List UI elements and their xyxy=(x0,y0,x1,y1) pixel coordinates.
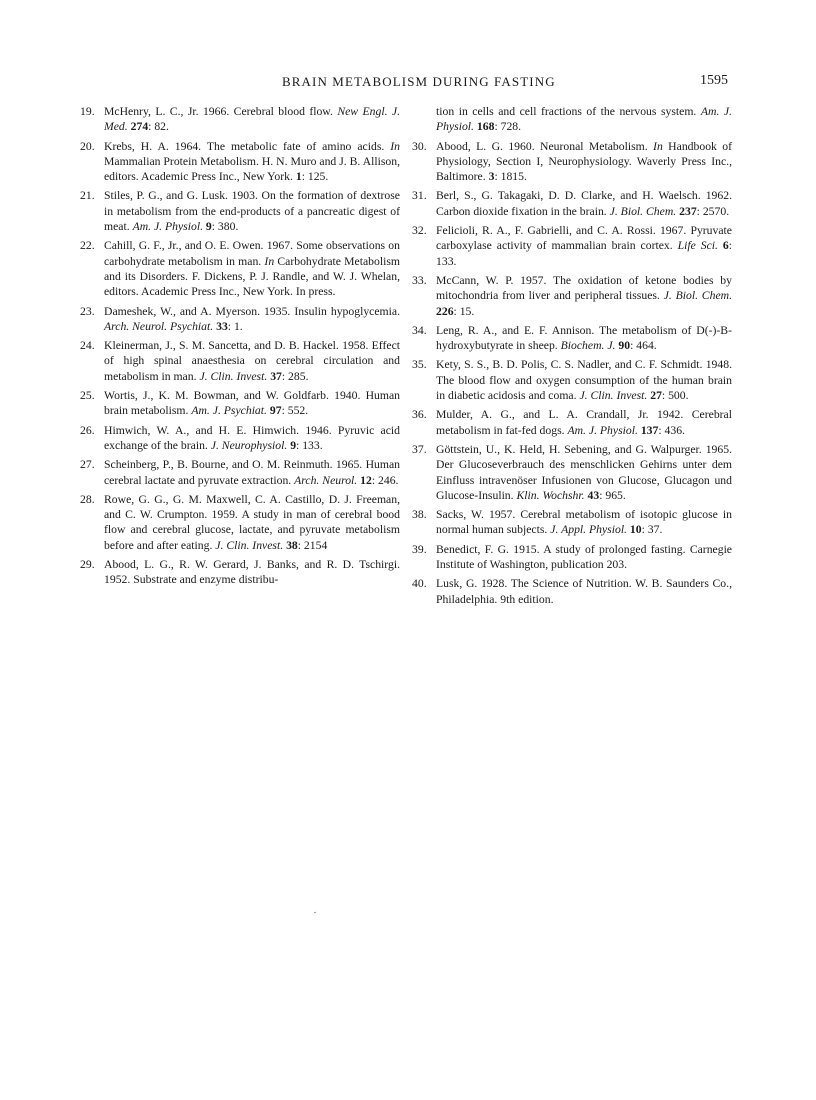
reference-entry xyxy=(80,388,400,419)
reference-text: Abood, L. G. 1960. Neuronal Metabolism. In Handbook of Physiology, Section I, Neurophysiology. Waverly Press Inc., Baltimore. 3: 1815. xyxy=(436,139,733,184)
journal-title: New Engl. J. Med. xyxy=(104,105,400,134)
journal-title: J. Clin. Invest. xyxy=(579,389,648,403)
reference-number: 19. xyxy=(80,105,95,118)
volume-number: 3 xyxy=(488,170,495,184)
journal-title: In xyxy=(264,254,275,268)
journal-title: Life Sci. xyxy=(677,239,718,253)
journal-title: J. Appl. Physiol. xyxy=(550,523,627,537)
reference-number: 27. xyxy=(80,458,95,472)
journal-title: Am. J. Psychiat. xyxy=(191,404,267,418)
reference-text: Scheinberg, P., B. Bourne, and O. M. Reinmuth. 1965. Human cerebral lactate and pyruvate extraction. Arch. Neurol. 12: 246. xyxy=(104,458,400,487)
print-speck xyxy=(314,912,316,914)
reference-number: 23. xyxy=(80,304,95,318)
reference-entry xyxy=(412,507,732,538)
reference-entry xyxy=(412,576,732,607)
reference-text: Wortis, J., K. M. Bowman, and W. Goldfarb. 1940. Human brain metabolism. Am. J. Psychiat. 97: 552. xyxy=(104,389,400,418)
volume-number: 27 xyxy=(650,389,662,403)
reference-entry xyxy=(80,104,400,135)
reference-number: 20. xyxy=(80,139,95,153)
volume-number: 226 xyxy=(436,304,454,318)
journal-title: J. Neurophysiol. xyxy=(210,438,288,452)
reference-entry xyxy=(412,188,732,219)
journal-title: J. Clin. Invest. xyxy=(215,538,284,552)
reference-number: 22. xyxy=(80,239,95,253)
reference-number: 32. xyxy=(412,224,427,238)
reference-continuation: tion in cells and cell fractions of the nervous system. Am. J. Physiol. 168: 728. xyxy=(436,105,732,134)
reference-number: 34. xyxy=(412,323,427,337)
reference-entry xyxy=(80,457,400,488)
journal-title: Am. J. Physiol. xyxy=(132,220,203,234)
volume-number: 37 xyxy=(270,369,282,383)
reference-column-right xyxy=(412,104,732,611)
volume-number: 237 xyxy=(679,204,697,218)
reference-number: 40. xyxy=(412,577,427,591)
volume-number: 33 xyxy=(216,319,228,333)
volume-number: 9 xyxy=(290,438,297,452)
reference-number: 25. xyxy=(80,389,95,403)
volume-number: 12 xyxy=(360,473,372,487)
reference-entry xyxy=(412,273,732,319)
reference-number: 29. xyxy=(80,558,95,572)
reference-number: 36. xyxy=(412,408,427,422)
journal-title: Am. J. Physiol. xyxy=(567,423,638,437)
reference-text: Mulder, A. G., and L. A. Crandall, Jr. 1942. Cerebral metabolism in fat-fed dogs. Am. J. Physiol. 137: 436. xyxy=(436,408,732,437)
reference-number: 35. xyxy=(412,358,427,372)
journal-title: J. Clin. Invest. xyxy=(199,369,268,383)
reference-number: 38. xyxy=(412,508,427,522)
volume-number: 97 xyxy=(269,404,282,418)
reference-entry xyxy=(412,542,732,573)
reference-text: Berl, S., G. Takagaki, D. D. Clarke, and H. Waelsch. 1962. Carbon dioxide fixation in the brain. J. Biol. Chem. 237: 2570. xyxy=(436,189,732,218)
volume-number: 43 xyxy=(587,488,600,502)
reference-entry xyxy=(412,407,732,438)
reference-text: Rowe, G. G., G. M. Maxwell, C. A. Castillo, D. J. Freeman, and C. W. Crumpton. 1959. A study in man of cerebral bood flow and cerebral glucose, lactate, and pyruvate metabolism before and after eating. J. Clin. Invest. 38: 2154 xyxy=(104,492,400,552)
reference-number: 30. xyxy=(412,139,427,153)
journal-title: In xyxy=(390,139,400,153)
journal-title: Klin. Wochshr. xyxy=(516,488,585,502)
reference-number: 37. xyxy=(412,442,427,456)
reference-entry xyxy=(80,338,400,384)
reference-entry xyxy=(80,304,400,335)
reference-text: Kleinerman, J., S. M. Sancetta, and D. B. Hackel. 1958. Effect of high spinal anaesthesia on cerebral circulation and metabolism in man. J. Clin. Invest. 37: 285. xyxy=(104,339,400,383)
volume-number: 137 xyxy=(640,423,659,437)
reference-text: Göttstein, U., K. Held, H. Sebening, and G. Walpurger. 1965. Der Glucoseverbrauch des menschlicken Gehirns unter dem Einfluss intravenöser Infusionen von Glucose, Glucagon und Glucose-Insulin. Klin. Wochshr. 43: 965. xyxy=(436,442,732,502)
journal-title: J. Biol. Chem. xyxy=(609,204,677,218)
reference-text: Stiles, P. G., and G. Lusk. 1903. On the formation of dextrose in metabolism from the end-products of a pancreatic digest of meat. Am. J. Physiol. 9: 380. xyxy=(104,189,400,234)
reference-text: Sacks, W. 1957. Cerebral metabolism of isotopic glucose in normal human subjects. J. Appl. Physiol. 10: 37. xyxy=(436,508,732,537)
journal-title: Biochem. J. xyxy=(560,339,616,353)
reference-entry xyxy=(80,423,400,454)
reference-entry xyxy=(80,188,400,234)
reference-entry xyxy=(80,557,400,588)
reference-number: 39. xyxy=(412,542,427,556)
volume-number: 1 xyxy=(295,170,302,184)
reference-number: 26. xyxy=(80,423,95,437)
reference-text: Benedict, F. G. 1915. A study of prolonged fasting. Carnegie Institute of Washington, publication 203. xyxy=(436,542,732,572)
reference-number: 33. xyxy=(412,273,427,287)
journal-title: In xyxy=(653,139,663,153)
reference-entry xyxy=(412,323,732,354)
running-title: BRAIN METABOLISM DURING FASTING xyxy=(282,74,556,89)
volume-number: 10 xyxy=(629,523,642,537)
reference-entry xyxy=(412,223,732,269)
volume-number: 90 xyxy=(618,339,631,353)
reference-entry xyxy=(80,139,400,185)
journal-title: J. Biol. Chem. xyxy=(663,289,732,303)
reference-text: Leng, R. A., and E. F. Annison. The metabolism of D(-)-B-hydroxybutyrate in sheep. Biochem. J. 90: 464. xyxy=(436,323,732,353)
reference-number: 28. xyxy=(80,492,95,506)
reference-text: Dameshek, W., and A. Myerson. 1935. Insulin hypoglycemia. Arch. Neurol. Psychiat. 33: 1. xyxy=(104,304,400,333)
journal-title: Arch. Neurol. xyxy=(294,473,358,487)
reference-entry xyxy=(412,139,732,185)
reference-text: Abood, L. G., R. W. Gerard, J. Banks, and R. D. Tschirgi. 1952. Substrate and enzyme distribu- xyxy=(104,558,400,587)
reference-text: Felicioli, R. A., F. Gabrielli, and C. A. Rossi. 1967. Pyruvate carboxylase activity of mammalian brain cortex. Life Sci. 6: 133. xyxy=(436,224,732,268)
reference-entry xyxy=(412,442,732,503)
reference-entry xyxy=(80,492,400,553)
reference-text: Himwich, W. A., and H. E. Himwich. 1946. Pyruvic acid exchange of the brain. J. Neurophysiol. 9: 133. xyxy=(104,423,400,452)
reference-text: McCann, W. P. 1957. The oxidation of ketone bodies by mitochondria from liver and peripheral tissues. J. Biol. Chem. 226: 15. xyxy=(436,273,732,318)
reference-text: Krebs, H. A. 1964. The metabolic fate of amino acids. In Mammalian Protein Metabolism. H. N. Muro and J. B. Allison, editors. Academic Press Inc., New York. 1: 125. xyxy=(104,139,400,184)
reference-text: McHenry, L. C., Jr. 1966. Cerebral blood flow. New Engl. J. Med. 274: 82. xyxy=(104,105,400,134)
reference-text: Cahill, G. F., Jr., and O. E. Owen. 1967. Some observations on carbohydrate metabolism in man. In Carbohydrate Metabolism and its Disorders. F. Dickens, P. J. Randle, and W. J. Whelan, editors. Academic Press Inc., New York. In press. xyxy=(104,239,400,299)
reference-column-left xyxy=(80,104,400,592)
reference-text: Kety, S. S., B. D. Polis, C. S. Nadler, and C. F. Schmidt. 1948. The blood flow and oxygen consumption of the human brain in diabetic acidosis and coma. J. Clin. Invest. 27: 500. xyxy=(436,358,732,403)
reference-number: 24. xyxy=(80,339,95,353)
reference-entry xyxy=(80,238,400,299)
journal-title: Am. J. Physiol. xyxy=(436,105,732,134)
page-number: 1595 xyxy=(700,73,728,88)
reference-entry xyxy=(412,357,732,403)
reference-number: 21. xyxy=(80,189,95,203)
volume-number: 168 xyxy=(476,120,495,134)
reference-number: 31. xyxy=(412,189,427,203)
volume-number: 274 xyxy=(130,120,149,134)
journal-title: Arch. Neurol. Psychiat. xyxy=(104,319,214,333)
reference-text: Lusk, G. 1928. The Science of Nutrition. W. B. Saunders Co., Philadelphia. 9th edition. xyxy=(436,577,732,606)
volume-number: 38 xyxy=(286,538,298,552)
volume-number: 9 xyxy=(205,220,212,234)
volume-number: 6 xyxy=(722,239,729,253)
